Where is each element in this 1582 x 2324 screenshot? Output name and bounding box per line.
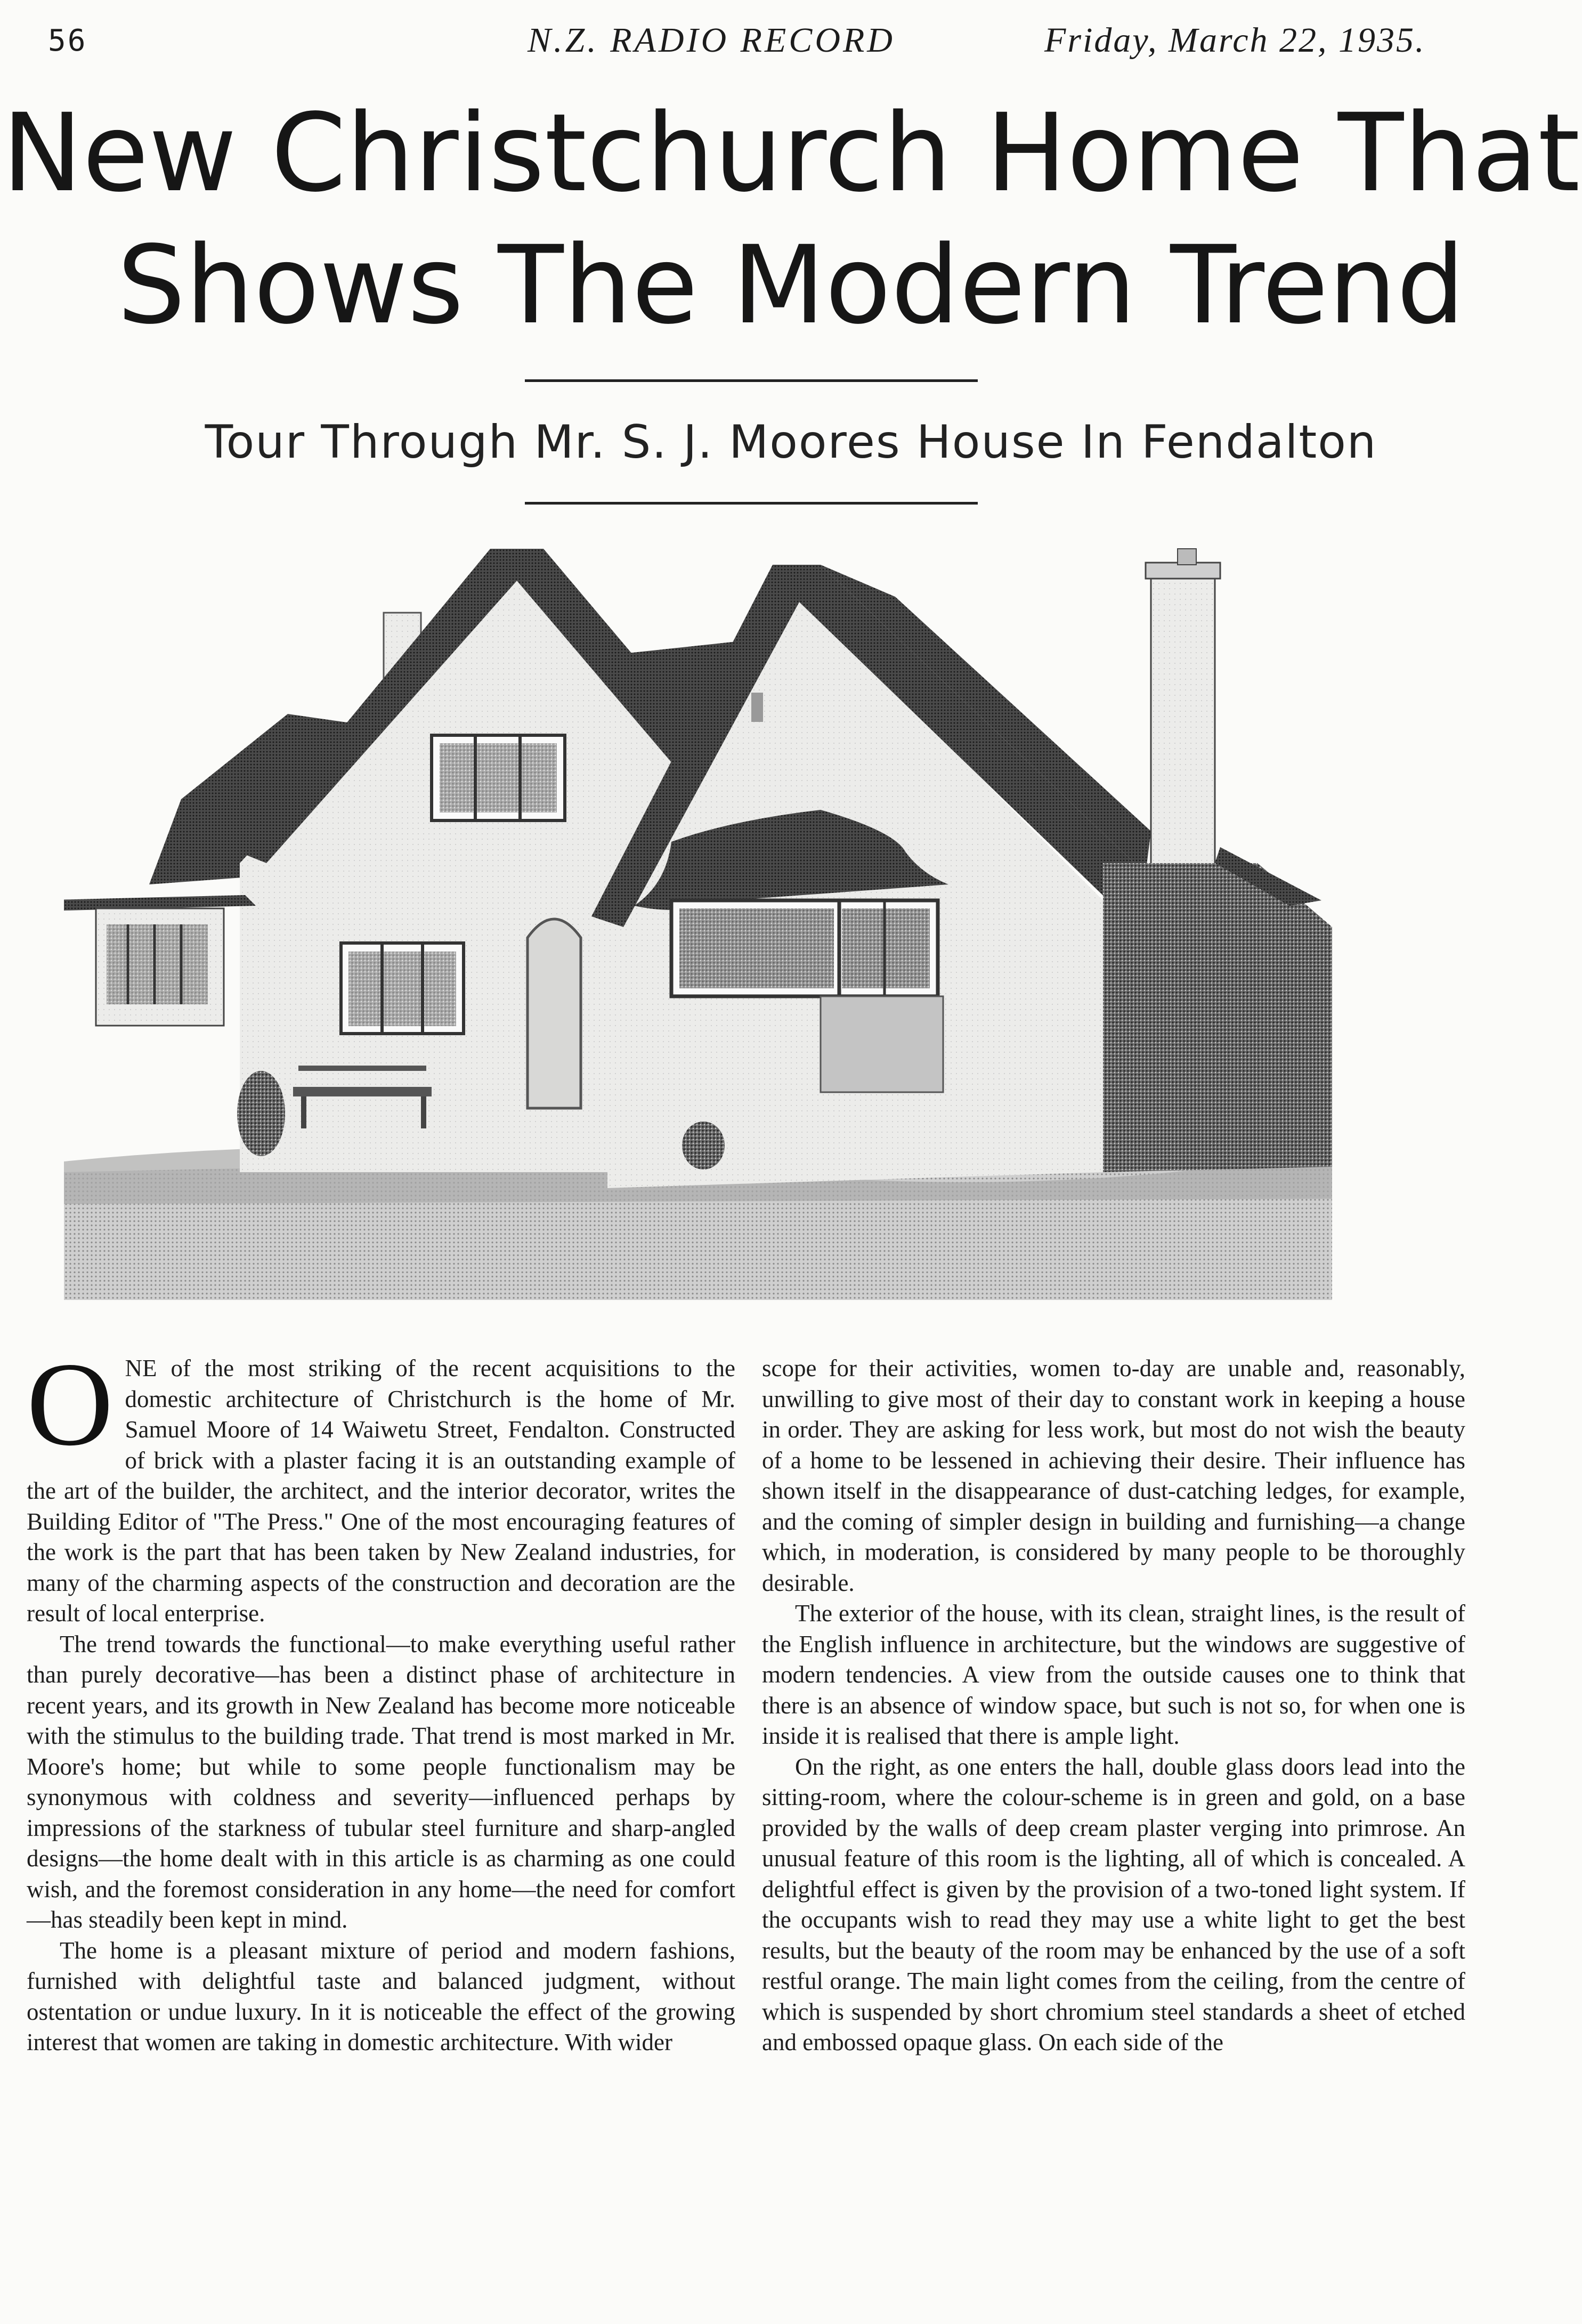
- drop-cap: O: [27, 1337, 113, 1470]
- headline-line-1: New Christchurch Home That: [2, 90, 1580, 216]
- divider-rule-top: [525, 379, 978, 382]
- article-paragraph: scope for their activities, women to-day are unable and, reasonably, unwilling to give most of their day to constant work in keeping a house in order. They are asking for less work, but most do not wish the beauty of a home to be lessened in achieving their desire. Their influence has shown itself in the disappearance of dust-catching ledges, for example, and the coming of simpler design in building and furnishing—a change which, in moderation, is considered by many people to be thoroughly desirable.: [762, 1355, 1465, 1596]
- article-paragraph: The home is a pleasant mixture of period and modern fashions, furnished with delightful taste and balanced judgment, without ostentation or undue luxury. In it is noticeable the effect of the growing interest that women are taking in domestic architecture. With wider: [27, 1937, 735, 2055]
- article-paragraph: The exterior of the house, with its clean, straight lines, is the result of the English influence in architecture, but the windows are suggestive of modern tendencies. A view from the outside causes one to think that there is an absence of window space, but such is not so, for when one is inside it is realised that there is ample light.: [762, 1600, 1465, 1749]
- article-paragraph: The trend towards the functional—to make everything useful rather than purely decorative—has been a distinct phase of architecture in recent years, and its growth in New Zealand has become more noticeable with the stimulus to the building trade. That trend is most marked in Mr. Moore's home; but while to some people functionalism may be synonymous with coldness and severity—influenced perhaps by impressions of the starkness of tubular steel furniture and sharp-angled designs—the home dealt with in this article is as charming as one could wish, and the foremost consideration in any home—the need for comfort—has steadily been kept in mind.: [27, 1630, 735, 1933]
- issue-date: Friday, March 22, 1935.: [1044, 21, 1426, 60]
- headline-line-2: Shows The Modern Trend: [117, 222, 1465, 348]
- page-number: 56: [48, 23, 87, 58]
- divider-rule-bottom: [525, 502, 978, 505]
- subheading: Tour Through Mr. S. J. Moores House In Fendalton: [205, 416, 1377, 469]
- article-paragraph: On the right, as one enters the hall, double glass doors lead into the sitting-room, where the colour-scheme is in green and gold, on a base provided by the walls of deep cream plaster verging into primrose. An unusual feature of this room is the lighting, all of which is concealed. A delightful effect is given by the provision of a two-toned light system. If the occupants wish to read they may use a white light to get the best results, but the beauty of the room may be enhanced by the use of a soft restful orange. The main light comes from the ceiling, from the centre of which is suspended by short chromium steel standards a sheet of etched and embossed opaque glass. On each side of the: [762, 1753, 1465, 2055]
- house-photograph: [64, 533, 1332, 1300]
- article-paragraph: NE of the most striking of the recent acquisitions to the domestic architecture of Christchurch is the home of Mr. Samuel Moore of 14 Waiwetu Street, Fendalton. Constructed of brick with a plaster facing it is an outstanding example of the art of the builder, the architect, and the interior decorator, writes the Building Editor of "The Press." One of the most encouraging features of the work is the part that has been taken by New Zealand industries, for many of the charming aspects of the construction and decoration are the result of local enterprise.: [27, 1355, 735, 1627]
- publication-title: N.Z. RADIO RECORD: [528, 21, 895, 60]
- article-column-left: [27, 1337, 735, 2058]
- article-column-right: [762, 1353, 1465, 2058]
